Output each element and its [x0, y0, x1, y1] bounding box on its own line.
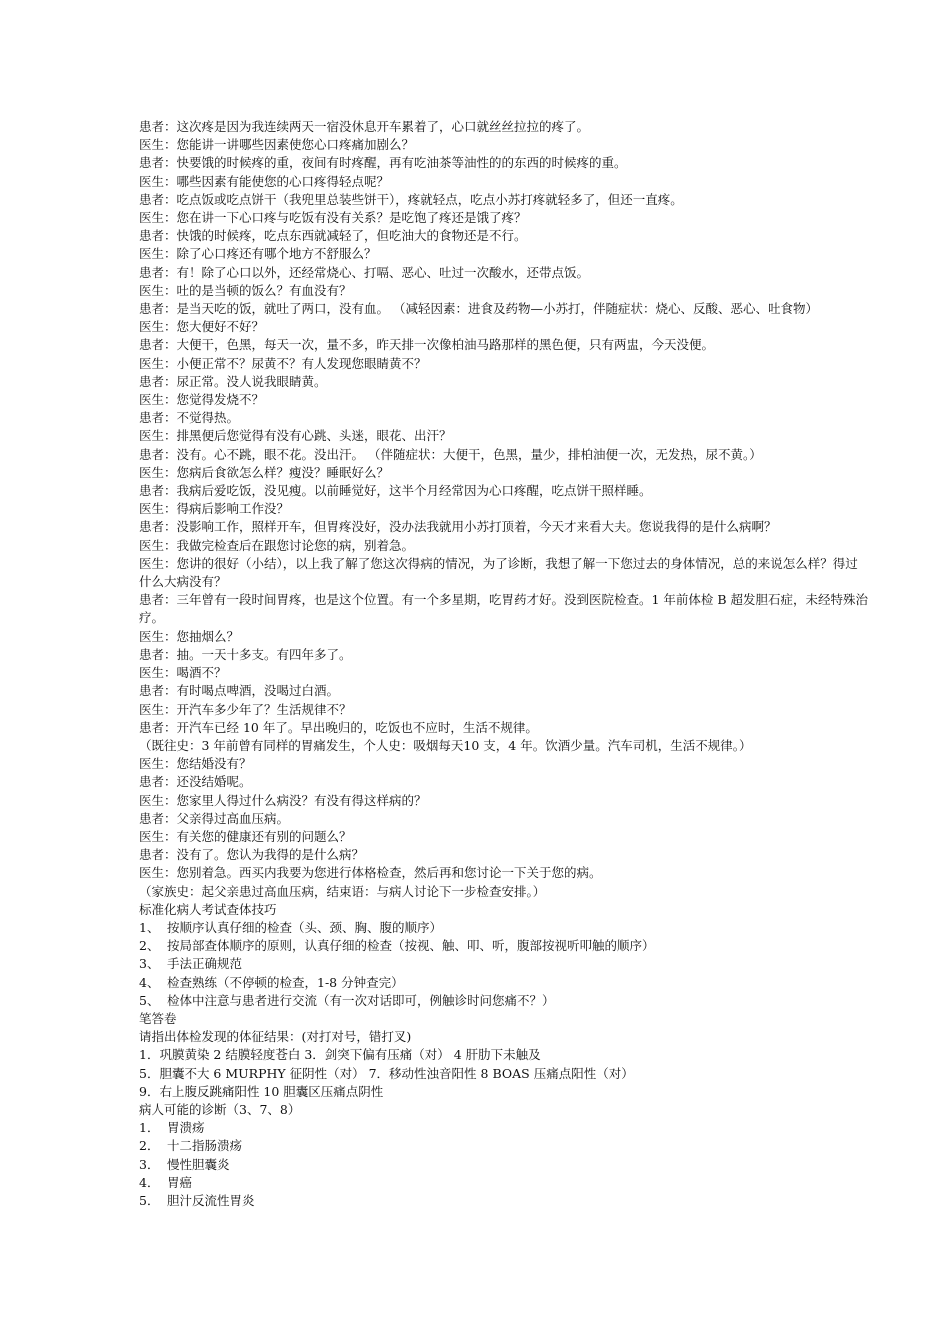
- dialogue-line: 患者：不觉得热。: [139, 410, 240, 426]
- dialogue-line: 医生：您抽烟么？: [139, 628, 240, 644]
- dialogue-line: 患者：是当天吃的饭，就吐了两口，没有血。 （减轻因素：进食及药物—小苏打，伴随症状：烧心、反酸、恶心、吐食物）: [139, 301, 818, 317]
- section-title: 标准化病人考试查体技巧: [139, 901, 277, 917]
- dialogue-line: （既往史：3 年前曾有同样的胃痛发生，个人史：吸烟每天10 支，4 年。饮酒少量。汽车司机，生活不规律。）: [139, 737, 752, 753]
- list-number: 1．: [139, 1120, 160, 1136]
- finding-line: 9．右上腹反跳痛阳性 10 胆囊区压痛点阴性: [139, 1083, 384, 1099]
- dialogue-line: 患者：有时喝点啤酒，没喝过白酒。: [139, 683, 340, 699]
- list-text: 胃癌: [167, 1174, 193, 1190]
- dialogue-line: 患者：大便干，色黑，每天一次，量不多，昨天排一次像柏油马路那样的黑色便，只有两盅，今天没便。: [139, 337, 715, 353]
- section-title: 笔答卷: [139, 1010, 177, 1026]
- diagnosis-title: 病人可能的诊断（3、7、8）: [139, 1101, 301, 1117]
- dialogue-line: 患者：吃点饭或吃点饼干（我兜里总装些饼干），疼就轻点，吃点小苏打疼就轻多了，但还一直疼。: [139, 191, 683, 207]
- list-item: [139, 1192, 869, 1210]
- dialogue-line: 患者：开汽车已经 10 年了。早出晚归的，吃饭也不应时，生活不规律。: [139, 719, 538, 735]
- list-item: [139, 919, 869, 937]
- dialogue-line: 医生：哪些因素有能使您的心口疼得轻点呢？: [139, 173, 390, 189]
- dialogue-line: 医生：您家里人得过什么病没？有没有得这样病的？: [139, 792, 427, 808]
- list-text: 胆汁反流性胃炎: [167, 1192, 255, 1208]
- list-number: 2、: [139, 938, 160, 954]
- dialogue-line: 医生：您讲的很好（小结），以上我了解了您这次得病的情况，为了诊断，我想了解一下您过去的身体情况，总的来说怎么样？得过什么大病没有？: [139, 555, 858, 590]
- list-item: [139, 974, 869, 992]
- list-text: 按局部查体顺序的原则，认真仔细的检查（按视、触、叩、听，腹部按视听叩触的顺序）: [167, 938, 655, 954]
- dialogue-line: 医生：吐的是当顿的饭么？有血没有？: [139, 282, 352, 298]
- list-number: 4．: [139, 1174, 160, 1190]
- written-exam-section: [139, 1010, 869, 1210]
- list-item: [139, 1137, 869, 1155]
- list-number: 4、: [139, 974, 160, 990]
- dialogue-line: 患者：抽。一天十多支。有四年多了。: [139, 646, 352, 662]
- document-page: [139, 118, 869, 1210]
- dialogue-line: 医生：排黑便后您觉得有没有心跳、头迷，眼花、出汗？: [139, 428, 452, 444]
- list-text: 检体中注意与患者进行交流（有一次对话即可，例触诊时问您痛不？）: [167, 992, 555, 1008]
- dialogue-line: 患者：没有了。您认为我得的是什么病？: [139, 847, 365, 863]
- dialogue-line: （家族史：起父亲患过高血压病，结束语：与病人讨论下一步检查安排。）: [139, 883, 546, 899]
- dialogue-line: 医生：有关您的健康还有别的问题么？: [139, 828, 352, 844]
- list-number: 3、: [139, 956, 160, 972]
- list-number: 2．: [139, 1138, 160, 1154]
- list-text: 十二指肠溃疡: [167, 1138, 243, 1154]
- dialogue-line: 医生：您能讲一讲哪些因素使您心口疼痛加剧么？: [139, 137, 415, 153]
- list-item: [139, 1119, 869, 1137]
- dialogue-line: 医生：您结婚没有？: [139, 756, 252, 772]
- list-item: [139, 1156, 869, 1174]
- dialogue-line: 患者：这次疼是因为我连续两天一宿没休息开车累着了，心口就丝丝拉拉的疼了。: [139, 119, 590, 134]
- dialogue-line: 患者：三年曾有一段时间胃疼，也是这个位置。有一个多星期，吃胃药才好。没到医院检查。1 年前体检 B 超发胆石症，未经特殊治疗。: [139, 592, 869, 626]
- list-text: 手法正确规范: [167, 956, 243, 972]
- list-item: [139, 955, 869, 973]
- list-item: [139, 992, 869, 1010]
- dialogue-line: 医生：我做完检查后在跟您讨论您的病，别着急。: [139, 537, 415, 553]
- dialogue-line: 医生：喝酒不？: [139, 665, 227, 681]
- list-number: 3．: [139, 1156, 160, 1172]
- list-item: [139, 937, 869, 955]
- exam-technique-section: [139, 901, 869, 1010]
- dialogue-line: 医生：您别着急。西买内我要为您进行体格检查，然后再和您讨论一下关于您的病。: [139, 865, 602, 881]
- dialogue-line: 医生：除了心口疼还有哪个地方不舒服么？: [139, 246, 377, 262]
- dialogue-line: 医生：小便正常不？尿黄不？有人发现您眼睛黄不？: [139, 355, 427, 371]
- dialogue-line: 医生：您病后食欲怎么样？瘦没？睡眠好么？: [139, 464, 390, 480]
- dialogue-line: 患者：尿正常。没人说我眼睛黄。: [139, 373, 327, 389]
- dialogue-line: 患者：快饿的时候疼，吃点东西就减轻了，但吃油大的食物还是不行。: [139, 228, 527, 244]
- finding-line: 5．胆囊不大 6 MURPHY 征阴性（对） 7．移动性浊音阳性 8 BOAS 压痛点阳性（对）: [139, 1065, 634, 1081]
- dialogue-line: 患者：快要饿的时候疼的重，夜间有时疼醒，再有吃油茶等油性的的东西的时候疼的重。: [139, 155, 627, 171]
- dialogue-line: 医生：开汽车多少年了？生活规律不？: [139, 701, 352, 717]
- dialogue-section: [139, 118, 869, 901]
- dialogue-line: 患者：父亲得过高血压病。: [139, 810, 290, 826]
- list-text: 慢性胆囊炎: [167, 1156, 230, 1172]
- dialogue-line: 医生：您大便好不好？: [139, 319, 265, 335]
- dialogue-line: 患者：没影响工作，照样开车，但胃疼没好，没办法我就用小苏打顶着，今天才来看大夫。您说我得的是什么病啊？: [139, 519, 777, 535]
- dialogue-line: 医生：得病后影响工作没？: [139, 501, 290, 517]
- list-number: 1、: [139, 919, 160, 935]
- dialogue-line: 医生：您觉得发烧不？: [139, 392, 265, 408]
- dialogue-line: 患者：我病后爱吃饭，没见瘦。以前睡觉好，这半个月经常因为心口疼醒，吃点饼干照样睡。: [139, 483, 652, 499]
- dialogue-line: 患者：有！除了心口以外，还经常烧心、打嗝、恶心、吐过一次酸水，还带点饭。: [139, 264, 590, 280]
- finding-line: 1．巩膜黄染 2 结膜轻度苍白 3．剑突下偏有压痛（对） 4 肝肋下未触及: [139, 1047, 541, 1063]
- list-text: 按顺序认真仔细的检查（头、颈、胸、腹的顺序）: [167, 919, 443, 935]
- dialogue-line: 医生：您在讲一下心口疼与吃饭有没有关系？是吃饱了疼还是饿了疼？: [139, 210, 527, 226]
- list-text: 检查熟练（不停顿的检查，1-8 分钟查完）: [167, 974, 404, 990]
- list-number: 5．: [139, 1192, 160, 1208]
- dialogue-line: 患者：没有。心不跳，眼不花。没出汗。 （伴随症状：大便干，色黑，量少，排柏油便一次，无发热，尿不黄。）: [139, 446, 762, 462]
- list-item: [139, 1174, 869, 1192]
- list-number: 5、: [139, 992, 160, 1008]
- question-prompt: 请指出体检发现的体征结果：(对打对号，错打叉): [139, 1029, 412, 1045]
- list-text: 胃溃疡: [167, 1120, 205, 1136]
- dialogue-line: 患者：还没结婚呢。: [139, 774, 252, 790]
